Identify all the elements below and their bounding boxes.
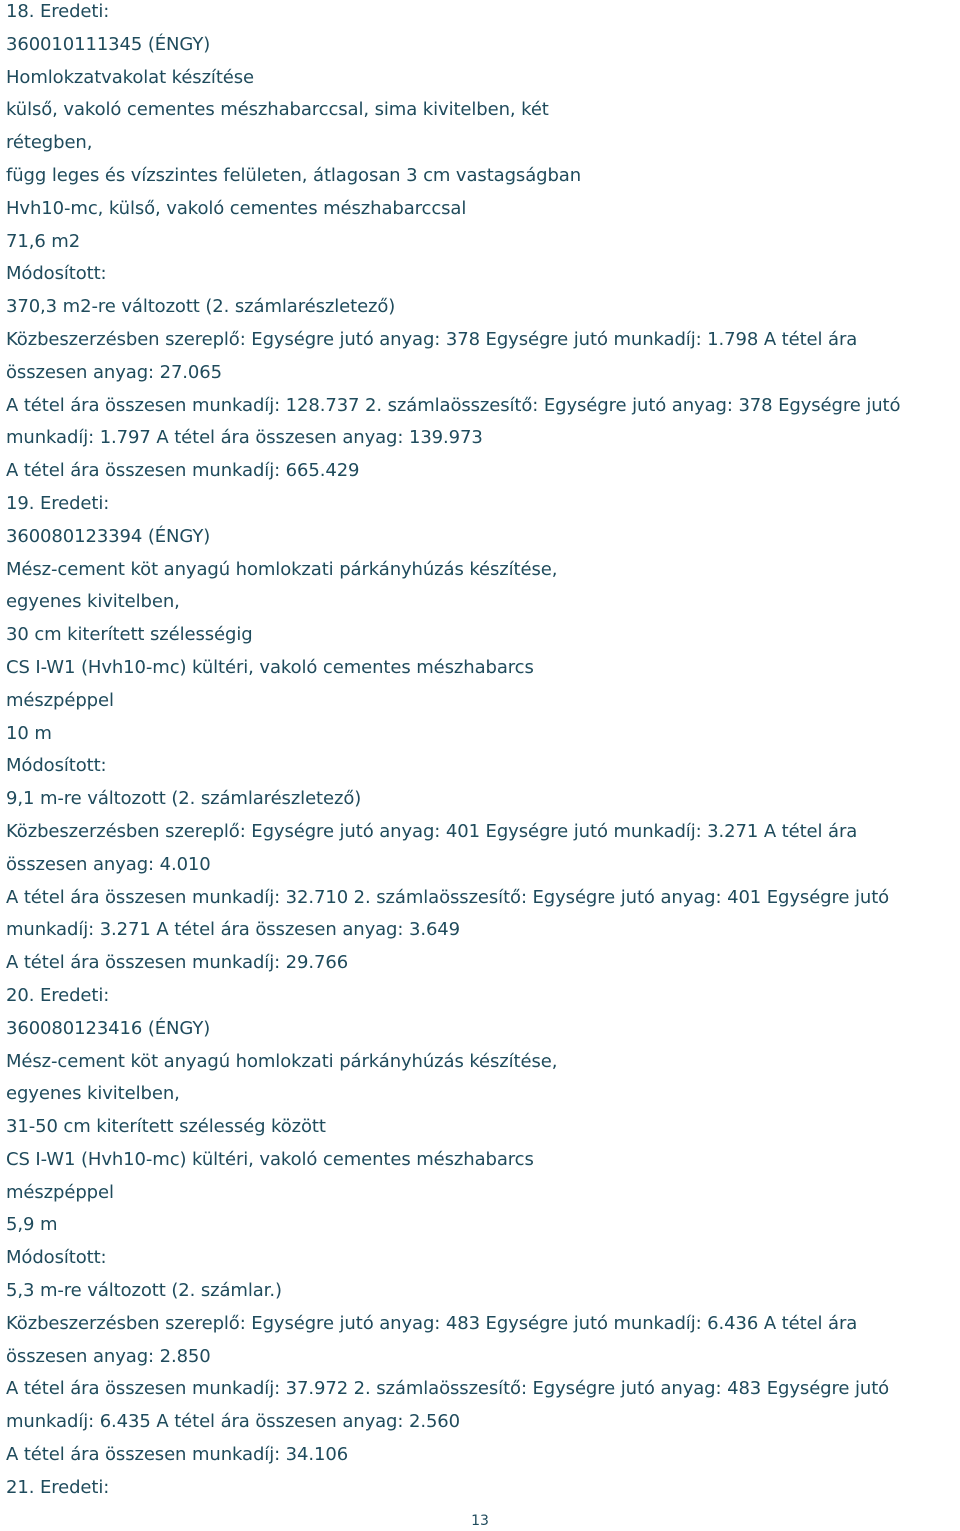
text-line: Közbeszerzésben szereplő: Egységre jutó anyag: 483 Egységre jutó munkadíj: 6.436 A tétel ára <box>6 1312 858 1334</box>
text-line: Homlokzatvakolat készítése <box>6 66 255 88</box>
text-line: 360080123416 (ÉNGY) <box>6 1017 211 1039</box>
text-line: egyenes kivitelben, <box>6 1083 180 1105</box>
text-line: 19. Eredeti: <box>6 492 110 514</box>
text-line: 360010111345 (ÉNGY) <box>6 33 211 55</box>
text-line: munkadíj: 6.435 A tétel ára összesen anyag: 2.560 <box>6 1411 460 1433</box>
text-line: A tétel ára összesen munkadíj: 665.429 <box>6 460 360 482</box>
text-line: A tétel ára összesen munkadíj: 128.737 2. számlaösszesítő: Egységre jutó anyag: 378 Egységre jutó <box>6 394 901 416</box>
text-line: A tétel ára összesen munkadíj: 34.106 <box>6 1444 349 1466</box>
text-line: A tétel ára összesen munkadíj: 29.766 <box>6 952 349 974</box>
text-line: 370,3 m2-re változott (2. számlarészletező) <box>6 296 396 318</box>
text-line: összesen anyag: 2.850 <box>6 1345 211 1367</box>
text-line: 30 cm kiterített szélességig <box>6 624 253 646</box>
text-line: 5,3 m-re változott (2. számlar.) <box>6 1280 282 1302</box>
text-line: függ leges és vízszintes felületen, átlagosan 3 cm vastagságban <box>6 164 582 186</box>
text-line: Hvh10-mc, külső, vakoló cementes mészhabarccsal <box>6 197 467 219</box>
text-line: 21. Eredeti: <box>6 1476 110 1498</box>
text-line: CS I-W1 (Hvh10-mc) kültéri, vakoló cementes mészhabarcs <box>6 1148 534 1170</box>
text-line: munkadíj: 3.271 A tétel ára összesen anyag: 3.649 <box>6 919 460 941</box>
text-line: mészpéppel <box>6 1181 114 1203</box>
text-line: CS I-W1 (Hvh10-mc) kültéri, vakoló cementes mészhabarcs <box>6 656 534 678</box>
text-line: munkadíj: 1.797 A tétel ára összesen anyag: 139.973 <box>6 427 483 449</box>
page-number: 13 <box>471 1513 489 1529</box>
text-line: 10 m <box>6 722 52 744</box>
text-line: 31-50 cm kiterített szélesség között <box>6 1116 326 1138</box>
text-line: egyenes kivitelben, <box>6 591 180 613</box>
text-line: Mész-cement köt anyagú homlokzati párkányhúzás készítése, <box>6 1050 558 1072</box>
text-line: A tétel ára összesen munkadíj: 37.972 2. számlaösszesítő: Egységre jutó anyag: 483 Egységre jutó <box>6 1378 890 1400</box>
text-line: 18. Eredeti: <box>6 1 110 22</box>
text-line: rétegben, <box>6 132 93 154</box>
text-line: 360080123394 (ÉNGY) <box>6 525 211 547</box>
text-line: összesen anyag: 27.065 <box>6 361 222 383</box>
text-line: Módosított: <box>6 755 107 777</box>
text-line: Módosított: <box>6 1247 107 1269</box>
text-line: összesen anyag: 4.010 <box>6 853 211 875</box>
text-line: Mész-cement köt anyagú homlokzati párkányhúzás készítése, <box>6 558 558 580</box>
text-line: Közbeszerzésben szereplő: Egységre jutó anyag: 401 Egységre jutó munkadíj: 3.271 A tétel ára <box>6 820 858 842</box>
text-line: Módosított: <box>6 263 107 285</box>
text-line: 20. Eredeti: <box>6 984 110 1006</box>
text-line: A tétel ára összesen munkadíj: 32.710 2. számlaösszesítő: Egységre jutó anyag: 401 Egységre jutó <box>6 886 890 908</box>
text-line: külső, vakoló cementes mészhabarccsal, sima kivitelben, két <box>6 99 549 121</box>
text-line: 5,9 m <box>6 1214 58 1236</box>
document-body <box>6 0 956 1505</box>
text-line: 9,1 m-re változott (2. számlarészletező) <box>6 788 362 810</box>
text-line: Közbeszerzésben szereplő: Egységre jutó anyag: 378 Egységre jutó munkadíj: 1.798 A tétel ára <box>6 328 858 350</box>
text-line: 71,6 m2 <box>6 230 81 252</box>
text-line: mészpéppel <box>6 689 114 711</box>
